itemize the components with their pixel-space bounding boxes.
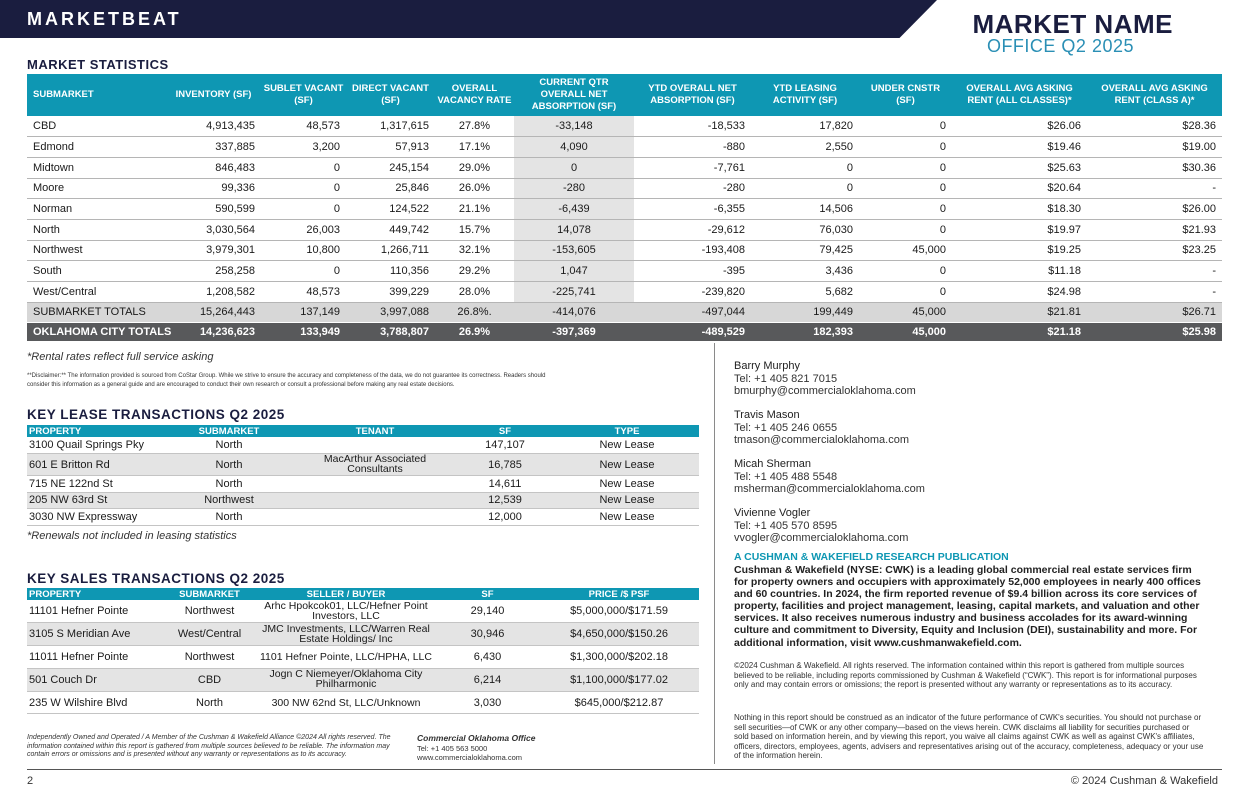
sales-row [27, 623, 699, 646]
lease-row [27, 437, 699, 454]
stats-cell: 26.9% [435, 322, 514, 341]
lease-cell: 16,785 [455, 454, 555, 476]
city-totals-row [27, 322, 1222, 341]
col-header: TENANT [295, 425, 455, 437]
contact-email[interactable]: tmason@commercialoklahoma.com [734, 434, 910, 446]
lease-cell: 3030 NW Expressway [27, 509, 163, 526]
lease-cell: 3100 Quail Springs Pky [27, 437, 163, 454]
stats-cell: 26,003 [261, 219, 346, 240]
stats-cell: 29.0% [435, 157, 514, 178]
alliance-notice: Independently Owned and Operated / A Member of the Cushman & Wakefield Alliance ©2024 All rights reserved. The information contained within this report is gathered from multiple sources believed to be reliable. The information may contain errors or omissions and is presented without any warranty or representations as to its accuracy. [27, 734, 391, 758]
stats-cell: Northwest [27, 240, 166, 261]
stats-cell: 32.1% [435, 240, 514, 261]
stats-header-row [27, 74, 1222, 116]
stats-cell: 3,788,807 [346, 322, 435, 341]
sales-cell: 11101 Hefner Pointe [27, 600, 163, 623]
stats-cell: -397,369 [514, 322, 634, 341]
col-header: SUBMARKET [27, 74, 166, 116]
stats-cell: 48,573 [261, 282, 346, 303]
lease-table [27, 425, 699, 526]
stats-cell: 0 [751, 157, 859, 178]
stats-cell: 26.8%. [435, 302, 514, 322]
stats-cell: $28.36 [1087, 116, 1222, 137]
stats-cell: $21.18 [952, 322, 1087, 341]
stats-cell: 3,979,301 [166, 240, 261, 261]
stats-cell: $19.00 [1087, 137, 1222, 158]
stats-cell: $21.81 [952, 302, 1087, 322]
stats-row [27, 219, 1222, 240]
contact-phone: Tel: +1 405 246 0655 [734, 421, 838, 434]
stats-cell: 99,336 [166, 178, 261, 199]
sales-cell: 6,430 [436, 646, 539, 669]
sales-cell [256, 668, 436, 691]
stats-cell: 1,047 [514, 261, 634, 282]
stats-cell: 10,800 [261, 240, 346, 261]
contact-name: Vivienne Vogler [734, 507, 811, 519]
stats-row [27, 178, 1222, 199]
stats-cell: $30.36 [1087, 157, 1222, 178]
stats-cell: CBD [27, 116, 166, 137]
stats-cell: $19.25 [952, 240, 1087, 261]
stats-cell: 27.8% [435, 116, 514, 137]
lease-cell [295, 476, 455, 493]
lease-cell: 205 NW 63rd St [27, 492, 163, 509]
seller-buyer: Jogn C Niemeyer/Oklahoma City Philharmonic [269, 668, 423, 691]
submarket-totals-row [27, 302, 1222, 322]
stats-cell: 15,264,443 [166, 302, 261, 322]
footer-rule [27, 769, 1222, 770]
col-header: YTD OVERALL NET ABSORPTION (SF) [634, 74, 751, 116]
contact-email[interactable]: bmurphy@commercialoklahoma.com [734, 385, 916, 397]
lease-row [27, 509, 699, 526]
stats-cell: 258,258 [166, 261, 261, 282]
sales-cell [256, 600, 436, 623]
stats-cell: 0 [261, 261, 346, 282]
market-name-title: MARKET NAME [972, 9, 1173, 39]
contact-card [734, 360, 916, 398]
stats-cell: 0 [859, 282, 952, 303]
lease-cell: New Lease [555, 509, 699, 526]
stats-cell: -239,820 [634, 282, 751, 303]
marketbeat-logo: MARKETBEAT [27, 9, 182, 29]
data-disclaimer: **Disclaimer:** The information provided is sourced from CoStar Group. While we strive to ensure the accuracy and completeness of the data, we do not guarantee its correctness. Readers should consider this information as a general guide and are encouraged to conduct their own research or consult a professional before making any real estate decisions. [27, 373, 546, 388]
office-info [417, 734, 535, 763]
lease-row [27, 476, 699, 493]
stats-cell: -33,148 [514, 116, 634, 137]
stats-cell: Norman [27, 199, 166, 220]
stats-cell: -395 [634, 261, 751, 282]
stats-cell: -153,605 [514, 240, 634, 261]
office-name: Commercial Oklahoma Office [417, 733, 536, 743]
stats-cell: 4,090 [514, 137, 634, 158]
stats-cell: 199,449 [751, 302, 859, 322]
stats-cell: -280 [514, 178, 634, 199]
stats-cell: 45,000 [859, 302, 952, 322]
stats-cell: 133,949 [261, 322, 346, 341]
stats-cell: SUBMARKET TOTALS [27, 302, 166, 322]
publication-body: Cushman & Wakefield (NYSE: CWK) is a leading global commercial real estate services firm for property owners and occupiers with approximately 52,000 employees in nearly 400 offices and 60 countries. In 2024, the firm reported revenue of $9.4 billion across its core services of property, facilities and project management, leasing, capital markets, and valuation and other services. It also receives numerous industry and business accolades for its award-winning culture and commitment to Diversity, Equity and Inclusion (DEI), sustainability and more. For additional information, visit www.cushmanwakefield.com. [734, 564, 1201, 649]
stats-cell: 182,393 [751, 322, 859, 341]
sales-cell: 3,030 [436, 691, 539, 714]
stats-cell: -18,533 [634, 116, 751, 137]
sales-cell: 11011 Hefner Pointe [27, 646, 163, 669]
col-header: SELLER / BUYER [256, 588, 436, 600]
stats-cell: -225,741 [514, 282, 634, 303]
lease-cell: North [163, 509, 295, 526]
contact-email[interactable]: vvogler@commercialoklahoma.com [734, 532, 909, 544]
lease-cell: New Lease [555, 437, 699, 454]
page-number: 2 [27, 775, 34, 787]
sales-cell: Northwest [163, 646, 256, 669]
stats-row [27, 282, 1222, 303]
stats-cell: $18.30 [952, 199, 1087, 220]
lease-cell [295, 509, 455, 526]
stats-cell: - [1087, 178, 1222, 199]
stats-cell: Edmond [27, 137, 166, 158]
stats-cell: $25.63 [952, 157, 1087, 178]
stats-cell: 0 [859, 261, 952, 282]
seller-buyer: Arhc Hpokcok01, LLC/Hefner Point Investors, LLC [264, 599, 428, 622]
lease-cell: New Lease [555, 492, 699, 509]
col-header: SUBMARKET [163, 588, 256, 600]
sales-cell: 6,214 [436, 668, 539, 691]
lease-cell: 715 NE 122nd St [27, 476, 163, 493]
seller-buyer: 1101 Hefner Pointe, LLC/HPHA, LLC [260, 650, 432, 663]
stats-cell: 3,997,088 [346, 302, 435, 322]
sales-cell: $645,000/$212.87 [539, 691, 699, 714]
stats-cell: 137,149 [261, 302, 346, 322]
col-header: TYPE [555, 425, 699, 437]
stats-cell: -6,439 [514, 199, 634, 220]
stats-cell: Midtown [27, 157, 166, 178]
stats-cell: 79,425 [751, 240, 859, 261]
lease-cell: Northwest [163, 492, 295, 509]
sales-cell: 29,140 [436, 600, 539, 623]
stats-cell: 21.1% [435, 199, 514, 220]
stats-cell: 26.0% [435, 178, 514, 199]
col-header: INVENTORY (SF) [166, 74, 261, 116]
sales-row [27, 691, 699, 714]
sales-cell: 235 W Wilshire Blvd [27, 691, 163, 714]
lease-cell: North [163, 476, 295, 493]
report-subtitle: OFFICE Q2 2025 [986, 36, 1134, 56]
stats-row [27, 199, 1222, 220]
stats-cell: West/Central [27, 282, 166, 303]
stats-cell: - [1087, 282, 1222, 303]
stats-cell: $11.18 [952, 261, 1087, 282]
col-header: DIRECT VACANT (SF) [346, 74, 435, 116]
col-header: SUBMARKET [163, 425, 295, 437]
contact-card [734, 409, 909, 447]
stats-cell: 1,317,615 [346, 116, 435, 137]
stats-cell: -193,408 [634, 240, 751, 261]
stats-cell: 76,030 [751, 219, 859, 240]
lease-header-row [27, 425, 699, 437]
lease-cell: 12,000 [455, 509, 555, 526]
stats-cell: -880 [634, 137, 751, 158]
stats-cell: -7,761 [634, 157, 751, 178]
sales-cell: North [163, 691, 256, 714]
stats-cell: 449,742 [346, 219, 435, 240]
sales-cell: 3105 S Meridian Ave [27, 623, 163, 646]
sales-row [27, 646, 699, 669]
stats-cell: 0 [261, 199, 346, 220]
stats-cell: 1,208,582 [166, 282, 261, 303]
stats-cell: 45,000 [859, 240, 952, 261]
contact-name: Barry Murphy [734, 360, 801, 372]
sales-cell: CBD [163, 668, 256, 691]
col-header: SUBLET VACANT (SF) [261, 74, 346, 116]
lease-cell: 601 E Britton Rd [27, 454, 163, 476]
stats-cell: 0 [859, 178, 952, 199]
stats-cell: 0 [859, 157, 952, 178]
stats-cell: 57,913 [346, 137, 435, 158]
col-header: CURRENT QTR OVERALL NET ABSORPTION (SF) [514, 74, 634, 116]
stats-cell: 590,599 [166, 199, 261, 220]
contact-name: Travis Mason [734, 409, 800, 421]
lease-cell: North [163, 437, 295, 454]
lease-cell: 12,539 [455, 492, 555, 509]
stats-cell: -280 [634, 178, 751, 199]
stats-cell: 124,522 [346, 199, 435, 220]
contact-phone: Tel: +1 405 570 8595 [734, 519, 838, 532]
lease-cell: North [163, 454, 295, 476]
sales-cell: $1,100,000/$177.02 [539, 668, 699, 691]
stats-cell: 0 [859, 199, 952, 220]
market-stats-table [27, 74, 1222, 341]
contact-email[interactable]: msherman@commercialoklahoma.com [734, 483, 925, 495]
stats-cell: 5,682 [751, 282, 859, 303]
stats-row [27, 116, 1222, 137]
stats-cell: $21.93 [1087, 219, 1222, 240]
sales-row [27, 668, 699, 691]
stats-cell: 3,030,564 [166, 219, 261, 240]
sales-cell: 30,946 [436, 623, 539, 646]
col-header: SF [436, 588, 539, 600]
stats-cell: 17.1% [435, 137, 514, 158]
stats-cell: $19.97 [952, 219, 1087, 240]
office-phone: Tel: +1 405 563 5000 [417, 743, 488, 753]
stats-cell: 14,236,623 [166, 322, 261, 341]
office-website[interactable]: www.commercialoklahoma.com [417, 753, 523, 762]
sales-cell: West/Central [163, 623, 256, 646]
stats-cell: 110,356 [346, 261, 435, 282]
lease-cell: New Lease [555, 476, 699, 493]
stats-row [27, 240, 1222, 261]
stats-cell: 0 [859, 116, 952, 137]
lease-row [27, 454, 699, 476]
stats-cell: 0 [751, 178, 859, 199]
stats-cell: -29,612 [634, 219, 751, 240]
col-header: OVERALL AVG ASKING RENT (CLASS A)* [1087, 74, 1222, 116]
sales-cell: $5,000,000/$171.59 [539, 600, 699, 623]
market-stats-title: MARKET STATISTICS [27, 57, 169, 72]
column-divider [714, 343, 715, 764]
contact-card [734, 507, 908, 545]
seller-buyer: JMC Investments, LLC/Warren Real Estate Holdings/ Inc [262, 622, 430, 645]
stats-cell: - [1087, 261, 1222, 282]
lease-cell: New Lease [555, 454, 699, 476]
lease-cell [295, 492, 455, 509]
stats-cell: 337,885 [166, 137, 261, 158]
sales-title: KEY SALES TRANSACTIONS Q2 2025 [27, 571, 285, 586]
stats-cell: -6,355 [634, 199, 751, 220]
stats-cell: 28.0% [435, 282, 514, 303]
col-header: PRICE /$ PSF [539, 588, 699, 600]
seller-buyer: 300 NW 62nd St, LLC/Unknown [271, 696, 421, 709]
stats-cell: -414,076 [514, 302, 634, 322]
stats-cell: $24.98 [952, 282, 1087, 303]
stats-row [27, 157, 1222, 178]
sales-row [27, 600, 699, 623]
sales-cell: 501 Couch Dr [27, 668, 163, 691]
rental-footnote: *Rental rates reflect full service asking [27, 351, 214, 363]
sales-cell: $4,650,000/$150.26 [539, 623, 699, 646]
lease-cell: 14,611 [455, 476, 555, 493]
sales-cell [256, 646, 436, 669]
lease-cell [295, 454, 455, 476]
stats-cell: 1,266,711 [346, 240, 435, 261]
sales-cell: $1,300,000/$202.18 [539, 646, 699, 669]
stats-cell: $26.00 [1087, 199, 1222, 220]
contact-phone: Tel: +1 405 821 7015 [734, 372, 838, 385]
stats-cell: $26.06 [952, 116, 1087, 137]
publication-title: A CUSHMAN & WAKEFIELD RESEARCH PUBLICATION [734, 551, 1009, 563]
stats-cell: $23.25 [1087, 240, 1222, 261]
lease-row [27, 492, 699, 509]
stats-cell: 14,506 [751, 199, 859, 220]
stats-cell: $20.64 [952, 178, 1087, 199]
sales-cell: Northwest [163, 600, 256, 623]
stats-cell: 25,846 [346, 178, 435, 199]
stats-cell: 846,483 [166, 157, 261, 178]
stats-cell: 3,200 [261, 137, 346, 158]
col-header: OVERALL VACANCY RATE [435, 74, 514, 116]
stats-cell: 45,000 [859, 322, 952, 341]
col-header: YTD LEASING ACTIVITY (SF) [751, 74, 859, 116]
stats-cell: 245,154 [346, 157, 435, 178]
stats-cell: South [27, 261, 166, 282]
renewals-footnote: *Renewals not included in leasing statistics [27, 530, 237, 542]
stats-cell: 0 [514, 157, 634, 178]
stats-cell: $19.46 [952, 137, 1087, 158]
lease-title: KEY LEASE TRANSACTIONS Q2 2025 [27, 407, 285, 422]
copyright-notice: ©2024 Cushman & Wakefield. All rights reserved. The information contained within this report is gathered from multiple sources believed to be reliable, including reports commissioned by Cushman & Wakefield (“CWK”). This report is for informational purposes only and may contain errors or omissions; the report is presented without any warranty or representations as to its accuracy. [734, 661, 1197, 690]
contact-phone: Tel: +1 405 488 5548 [734, 470, 838, 483]
col-header: SF [455, 425, 555, 437]
lease-cell [295, 437, 455, 454]
stats-cell: Moore [27, 178, 166, 199]
stats-cell: -497,044 [634, 302, 751, 322]
stats-cell: 2,550 [751, 137, 859, 158]
sales-header-row [27, 588, 699, 600]
stats-cell: 14,078 [514, 219, 634, 240]
stats-cell: 3,436 [751, 261, 859, 282]
sales-cell [256, 623, 436, 646]
stats-cell: 48,573 [261, 116, 346, 137]
lease-cell: 147,107 [455, 437, 555, 454]
contact-card [734, 458, 925, 496]
col-header: PROPERTY [27, 588, 163, 600]
stats-cell: 0 [261, 157, 346, 178]
col-header: OVERALL AVG ASKING RENT (ALL CLASSES)* [952, 74, 1087, 116]
stats-row [27, 261, 1222, 282]
footer-copyright: © 2024 Cushman & Wakefield [1070, 775, 1218, 787]
stats-cell: 0 [859, 137, 952, 158]
sales-table [27, 588, 699, 714]
stats-cell: -489,529 [634, 322, 751, 341]
stats-cell: 0 [261, 178, 346, 199]
stats-cell: 15.7% [435, 219, 514, 240]
stats-cell: $25.98 [1087, 322, 1222, 341]
stats-cell: 17,820 [751, 116, 859, 137]
stats-cell: 0 [859, 219, 952, 240]
contact-name: Micah Sherman [734, 458, 812, 470]
stats-cell: $26.71 [1087, 302, 1222, 322]
col-header: UNDER CNSTR (SF) [859, 74, 952, 116]
stats-cell: OKLAHOMA CITY TOTALS [27, 322, 166, 341]
stats-cell: North [27, 219, 166, 240]
stats-row [27, 137, 1222, 158]
tenant-name: MacArthur Associated Consultants [323, 453, 427, 475]
stats-cell: 4,913,435 [166, 116, 261, 137]
securities-disclaimer: Nothing in this report should be construed as an indicator of the future performance of CWK's securities. You should not purchase or sell securities—of CWK or any other company—based on the views herein. CWK disclaims all liability for securities purchased or sold based on information herein, and by viewing this report, you waive all claims against CWK as well as against CWK's affiliates, officers, directors, employees, agents, advisers and representatives arising out of the accuracy, completeness, adequacy or your use of the information herein. [734, 713, 1204, 761]
sales-cell [256, 691, 436, 714]
stats-cell: 29.2% [435, 261, 514, 282]
stats-cell: 399,229 [346, 282, 435, 303]
col-header: PROPERTY [27, 425, 163, 437]
